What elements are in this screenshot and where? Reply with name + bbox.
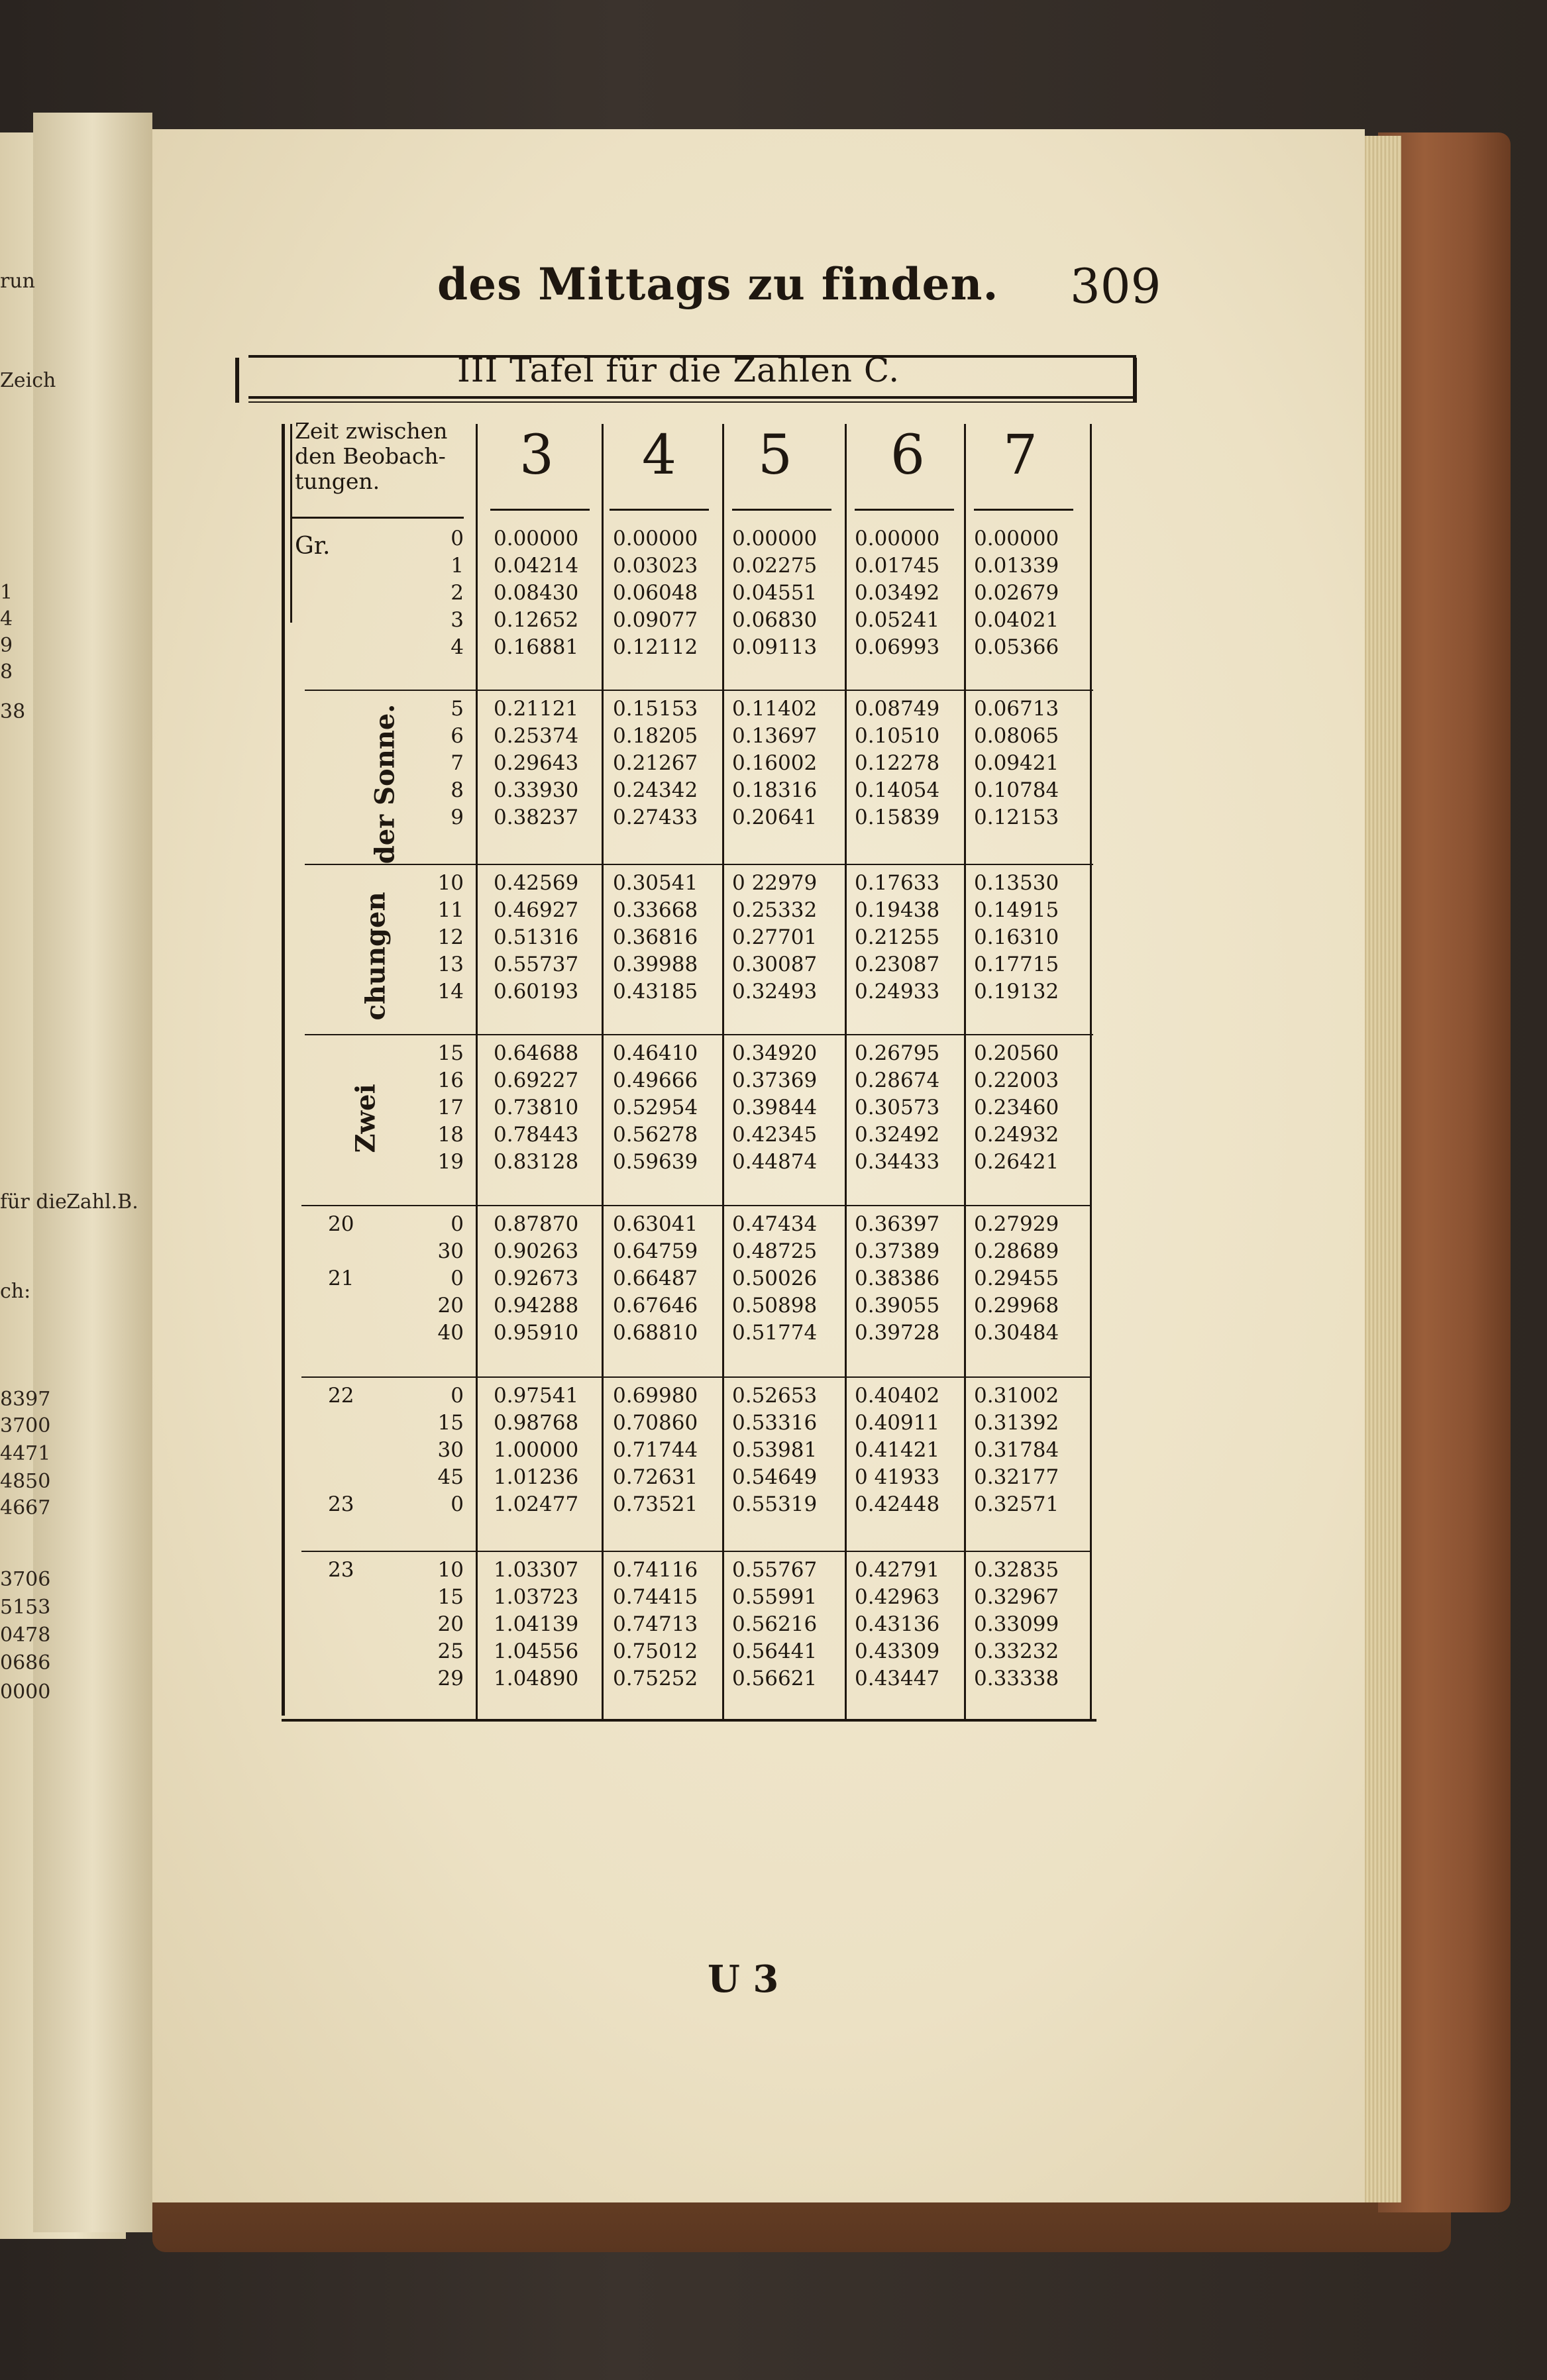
- value-cell: 0.29455: [974, 1267, 1059, 1290]
- value-cell: 0.87870: [494, 1212, 579, 1236]
- minute-cell: 0: [451, 1267, 464, 1290]
- value-cell: 0.08065: [974, 724, 1059, 748]
- value-cell: 0.37389: [855, 1239, 940, 1263]
- minute-cell: 29: [437, 1667, 464, 1690]
- value-cell: 0.32835: [974, 1558, 1059, 1582]
- minute-cell: 0: [451, 527, 464, 550]
- value-cell: 0.24932: [974, 1123, 1059, 1147]
- value-cell: 0.47434: [732, 1212, 818, 1236]
- value-cell: 1.00000: [494, 1438, 579, 1462]
- value-cell: 0.06993: [855, 635, 940, 659]
- value-cell: 0.53316: [732, 1411, 818, 1435]
- value-cell: 0.69227: [494, 1068, 579, 1092]
- value-cell: 0.23087: [855, 953, 940, 976]
- value-cell: 0.74415: [613, 1585, 698, 1609]
- left-page-fragment: 5153: [0, 1596, 51, 1619]
- value-cell: 0.73521: [613, 1492, 698, 1516]
- value-cell: 0.30484: [974, 1321, 1059, 1345]
- value-cell: 0.30087: [732, 953, 818, 976]
- header-left-line: den Beobach-: [295, 443, 446, 469]
- value-cell: 0.20560: [974, 1041, 1059, 1065]
- value-cell: 1.04139: [494, 1612, 579, 1636]
- value-cell: 0.16881: [494, 635, 579, 659]
- value-cell: 0.43136: [855, 1612, 940, 1636]
- value-cell: 0.00000: [494, 527, 579, 550]
- value-cell: 0.02679: [974, 581, 1059, 605]
- value-cell: 0.15839: [855, 805, 940, 829]
- value-cell: 0.30541: [613, 871, 698, 895]
- value-cell: 0.27701: [732, 925, 818, 949]
- column-header: 6: [890, 424, 926, 487]
- value-cell: 0.05366: [974, 635, 1059, 659]
- value-cell: 0.33338: [974, 1667, 1059, 1690]
- value-cell: 0.32492: [855, 1123, 940, 1147]
- value-cell: 0.25374: [494, 724, 579, 748]
- left-page-fragment: für die: [0, 1190, 67, 1214]
- value-cell: 0.22003: [974, 1068, 1059, 1092]
- value-cell: 0.56216: [732, 1612, 818, 1636]
- title-rule-bottom-2: [248, 401, 1136, 403]
- value-cell: 0.34433: [855, 1150, 940, 1174]
- value-cell: 0.39844: [732, 1096, 818, 1119]
- header-left-line: Zeit zwischen: [295, 418, 448, 444]
- minute-cell: 5: [451, 697, 464, 721]
- value-cell: 0.32177: [974, 1465, 1059, 1489]
- minute-cell: 40: [437, 1321, 464, 1345]
- minute-cell: 0: [451, 1212, 464, 1236]
- value-cell: 0.32967: [974, 1585, 1059, 1609]
- side-label: chungen: [360, 892, 392, 1021]
- value-cell: 0.19438: [855, 898, 940, 922]
- value-cell: 0.40911: [855, 1411, 940, 1435]
- value-cell: 0.73810: [494, 1096, 579, 1119]
- column-header: 3: [519, 424, 555, 487]
- group-separator: [301, 1376, 1090, 1378]
- left-page-fragment: 4: [0, 607, 13, 631]
- value-cell: 0.46410: [613, 1041, 698, 1065]
- value-cell: 0.64759: [613, 1239, 698, 1263]
- left-page-fragment: run: [0, 270, 35, 293]
- value-cell: 0.42791: [855, 1558, 940, 1582]
- header-left-line: tungen.: [295, 468, 380, 494]
- degree-cell: 21: [328, 1267, 354, 1290]
- minute-cell: 6: [451, 724, 464, 748]
- value-cell: 0.12278: [855, 751, 940, 775]
- minute-cell: 45: [437, 1465, 464, 1489]
- group-separator: [305, 864, 1093, 865]
- value-cell: 0.75012: [613, 1639, 698, 1663]
- minute-cell: 3: [451, 608, 464, 632]
- group-separator: [305, 1034, 1093, 1035]
- value-cell: 0.29643: [494, 751, 579, 775]
- value-cell: 1.04556: [494, 1639, 579, 1663]
- left-page-fragment: 8397: [0, 1388, 51, 1411]
- value-cell: 0.71744: [613, 1438, 698, 1462]
- col-line: [476, 424, 478, 1719]
- value-cell: 0.94288: [494, 1294, 579, 1318]
- column-dash: [974, 509, 1073, 511]
- minute-cell: 1: [451, 554, 464, 578]
- value-cell: 0.06830: [732, 608, 818, 632]
- value-cell: 0.10784: [974, 778, 1059, 802]
- value-cell: 0.63041: [613, 1212, 698, 1236]
- value-cell: 0.46927: [494, 898, 579, 922]
- value-cell: 0.21255: [855, 925, 940, 949]
- minute-cell: 15: [437, 1585, 464, 1609]
- value-cell: 0.14915: [974, 898, 1059, 922]
- value-cell: 0.41421: [855, 1438, 940, 1462]
- minute-cell: 16: [437, 1068, 464, 1092]
- value-cell: 1.03307: [494, 1558, 579, 1582]
- minute-cell: 9: [451, 805, 464, 829]
- minute-cell: 30: [437, 1438, 464, 1462]
- value-cell: 0.59639: [613, 1150, 698, 1174]
- column-dash: [610, 509, 709, 511]
- value-cell: 0.02275: [732, 554, 818, 578]
- value-cell: 0.34920: [732, 1041, 818, 1065]
- left-page-fragment: 8: [0, 660, 13, 684]
- value-cell: 0.56621: [732, 1667, 818, 1690]
- value-cell: 0.14054: [855, 778, 940, 802]
- value-cell: 0.25332: [732, 898, 818, 922]
- value-cell: 0.04021: [974, 608, 1059, 632]
- value-cell: 0.00000: [974, 527, 1059, 550]
- value-cell: 0.39988: [613, 953, 698, 976]
- minute-cell: 30: [437, 1239, 464, 1263]
- minute-cell: 20: [437, 1612, 464, 1636]
- value-cell: 0.74713: [613, 1612, 698, 1636]
- value-cell: 0.16002: [732, 751, 818, 775]
- value-cell: 0.19132: [974, 980, 1059, 1004]
- value-cell: 0.31392: [974, 1411, 1059, 1435]
- value-cell: 0.70860: [613, 1411, 698, 1435]
- value-cell: 0.04214: [494, 554, 579, 578]
- page-number: 309: [1070, 258, 1161, 314]
- value-cell: 0.09077: [613, 608, 698, 632]
- value-cell: 0.50026: [732, 1267, 818, 1290]
- value-cell: 0.12112: [613, 635, 698, 659]
- value-cell: 0.32493: [732, 980, 818, 1004]
- value-cell: 0.20641: [732, 805, 818, 829]
- column-header: 7: [1002, 424, 1038, 487]
- value-cell: 0.09113: [732, 635, 818, 659]
- degree-cell: 20: [328, 1212, 354, 1236]
- value-cell: 0.06048: [613, 581, 698, 605]
- value-cell: 0.72631: [613, 1465, 698, 1489]
- side-label: der Sonne.: [369, 703, 401, 864]
- value-cell: 0.60193: [494, 980, 579, 1004]
- group-separator: [301, 1551, 1090, 1552]
- minute-cell: 12: [437, 925, 464, 949]
- value-cell: 0.33232: [974, 1639, 1059, 1663]
- left-page-fragment: 0000: [0, 1681, 51, 1704]
- value-cell: 0.78443: [494, 1123, 579, 1147]
- minute-cell: 15: [437, 1411, 464, 1435]
- col-line: [845, 424, 847, 1719]
- value-cell: 0.74116: [613, 1558, 698, 1582]
- value-cell: 0.97541: [494, 1384, 579, 1408]
- minute-cell: 4: [451, 635, 464, 659]
- value-cell: 0.39055: [855, 1294, 940, 1318]
- minute-cell: 13: [437, 953, 464, 976]
- degree-cell: 23: [328, 1492, 354, 1516]
- minute-cell: 2: [451, 581, 464, 605]
- value-cell: 0.04551: [732, 581, 818, 605]
- value-cell: 0.00000: [732, 527, 818, 550]
- value-cell: 0.52653: [732, 1384, 818, 1408]
- value-cell: 0.43309: [855, 1639, 940, 1663]
- value-cell: 0.75252: [613, 1667, 698, 1690]
- value-cell: 0.42963: [855, 1585, 940, 1609]
- value-cell: 0.26795: [855, 1041, 940, 1065]
- value-cell: 0.68810: [613, 1321, 698, 1345]
- value-cell: 0.01339: [974, 554, 1059, 578]
- value-cell: 0.55767: [732, 1558, 818, 1582]
- units-label: Gr.: [295, 533, 331, 560]
- value-cell: 0.12652: [494, 608, 579, 632]
- title-bar-left: [235, 358, 239, 403]
- column-dash: [855, 509, 954, 511]
- minute-cell: 10: [437, 871, 464, 895]
- value-cell: 0.92673: [494, 1267, 579, 1290]
- value-cell: 0 22979: [732, 871, 818, 895]
- group-separator: [305, 690, 1093, 691]
- value-cell: 0.03023: [613, 554, 698, 578]
- value-cell: 0.27929: [974, 1212, 1059, 1236]
- value-cell: 0.43447: [855, 1667, 940, 1690]
- header-left: [295, 419, 474, 494]
- value-cell: 1.04890: [494, 1667, 579, 1690]
- value-cell: 0.32571: [974, 1492, 1059, 1516]
- title-bar-right: [1133, 358, 1137, 403]
- left-border-inner: [290, 424, 292, 623]
- value-cell: 0.49666: [613, 1068, 698, 1092]
- value-cell: 0.11402: [732, 697, 818, 721]
- value-cell: 0.90263: [494, 1239, 579, 1263]
- column-dash: [490, 509, 590, 511]
- left-page-fragment: Zeich: [0, 369, 56, 392]
- value-cell: 0.43185: [613, 980, 698, 1004]
- value-cell: 1.03723: [494, 1585, 579, 1609]
- value-cell: 0 41933: [855, 1465, 940, 1489]
- value-cell: 0.26421: [974, 1150, 1059, 1174]
- column-header: 4: [641, 424, 677, 487]
- col-line: [602, 424, 604, 1719]
- value-cell: 0.15153: [613, 697, 698, 721]
- degree-cell: 23: [328, 1558, 354, 1582]
- value-cell: 0.33930: [494, 778, 579, 802]
- left-page-fragment: Zahl.B.: [66, 1190, 138, 1214]
- value-cell: 0.09421: [974, 751, 1059, 775]
- value-cell: 0.23460: [974, 1096, 1059, 1119]
- value-cell: 0.40402: [855, 1384, 940, 1408]
- minute-cell: 11: [437, 898, 464, 922]
- value-cell: 0.42345: [732, 1123, 818, 1147]
- left-page-fragment: 4471: [0, 1442, 51, 1465]
- value-cell: 0.54649: [732, 1465, 818, 1489]
- value-cell: 0.42569: [494, 871, 579, 895]
- minute-cell: 0: [451, 1384, 464, 1408]
- col-line: [722, 424, 724, 1719]
- value-cell: 0.67646: [613, 1294, 698, 1318]
- value-cell: 0.30573: [855, 1096, 940, 1119]
- value-cell: 0.24342: [613, 778, 698, 802]
- left-page-fragment: 3700: [0, 1414, 51, 1437]
- minute-cell: 19: [437, 1150, 464, 1174]
- value-cell: 0.69980: [613, 1384, 698, 1408]
- value-cell: 0.21267: [613, 751, 698, 775]
- value-cell: 0.17715: [974, 953, 1059, 976]
- value-cell: 0.00000: [613, 527, 698, 550]
- value-cell: 0.08430: [494, 581, 579, 605]
- minute-cell: 14: [437, 980, 464, 1004]
- left-page-fragment: 0478: [0, 1624, 51, 1647]
- left-page-gutter: [33, 113, 152, 2232]
- value-cell: 0.66487: [613, 1267, 698, 1290]
- left-page-fragment: 38: [0, 700, 26, 723]
- title-rule-bottom: [248, 396, 1136, 399]
- value-cell: 0.83128: [494, 1150, 579, 1174]
- value-cell: 0.18316: [732, 778, 818, 802]
- value-cell: 0.05241: [855, 608, 940, 632]
- left-page-fragment: 9: [0, 634, 13, 657]
- value-cell: 0.10510: [855, 724, 940, 748]
- value-cell: 1.02477: [494, 1492, 579, 1516]
- header-underline: [292, 517, 464, 519]
- value-cell: 0.33099: [974, 1612, 1059, 1636]
- left-border: [282, 424, 285, 1716]
- value-cell: 0.24933: [855, 980, 940, 1004]
- value-cell: 0.64688: [494, 1041, 579, 1065]
- value-cell: 0.28674: [855, 1068, 940, 1092]
- value-cell: 0.55319: [732, 1492, 818, 1516]
- value-cell: 0.44874: [732, 1150, 818, 1174]
- minute-cell: 17: [437, 1096, 464, 1119]
- value-cell: 0.98768: [494, 1411, 579, 1435]
- value-cell: 0.38386: [855, 1267, 940, 1290]
- signature-mark: U 3: [708, 1957, 779, 2001]
- value-cell: 0.08749: [855, 697, 940, 721]
- bottom-border: [282, 1719, 1096, 1722]
- running-head: des Mittags zu finden.: [437, 258, 999, 310]
- left-page-fragment: 4850: [0, 1470, 51, 1493]
- value-cell: 0.12153: [974, 805, 1059, 829]
- side-label: Zwei: [350, 1084, 382, 1153]
- value-cell: 0.42448: [855, 1492, 940, 1516]
- col-line: [964, 424, 966, 1719]
- minute-cell: 25: [437, 1639, 464, 1663]
- value-cell: 0.53981: [732, 1438, 818, 1462]
- value-cell: 0.27433: [613, 805, 698, 829]
- column-dash: [732, 509, 831, 511]
- minute-cell: 20: [437, 1294, 464, 1318]
- degree-cell: 22: [328, 1384, 354, 1408]
- value-cell: 0.37369: [732, 1068, 818, 1092]
- value-cell: 0.06713: [974, 697, 1059, 721]
- value-cell: 0.51316: [494, 925, 579, 949]
- value-cell: 0.31002: [974, 1384, 1059, 1408]
- value-cell: 0.16310: [974, 925, 1059, 949]
- value-cell: 0.51774: [732, 1321, 818, 1345]
- left-page-fragment: 1: [0, 581, 13, 604]
- minute-cell: 15: [437, 1041, 464, 1065]
- value-cell: 0.39728: [855, 1321, 940, 1345]
- minute-cell: 7: [451, 751, 464, 775]
- value-cell: 0.29968: [974, 1294, 1059, 1318]
- left-page-fragment: 0686: [0, 1651, 51, 1675]
- col-line-right: [1090, 424, 1092, 1719]
- table-title: III Tafel für die Zahlen C.: [457, 351, 900, 389]
- value-cell: 0.95910: [494, 1321, 579, 1345]
- value-cell: 0.03492: [855, 581, 940, 605]
- value-cell: 0.50898: [732, 1294, 818, 1318]
- value-cell: 0.55737: [494, 953, 579, 976]
- minute-cell: 10: [437, 1558, 464, 1582]
- value-cell: 0.01745: [855, 554, 940, 578]
- value-cell: 0.17633: [855, 871, 940, 895]
- value-cell: 0.36397: [855, 1212, 940, 1236]
- group-separator: [301, 1205, 1090, 1206]
- value-cell: 0.13530: [974, 871, 1059, 895]
- left-page-fragment: 4667: [0, 1496, 51, 1520]
- minute-cell: 0: [451, 1492, 464, 1516]
- value-cell: 0.38237: [494, 805, 579, 829]
- value-cell: 0.48725: [732, 1239, 818, 1263]
- value-cell: 0.56441: [732, 1639, 818, 1663]
- value-cell: 0.31784: [974, 1438, 1059, 1462]
- left-page-fragment: ch:: [0, 1280, 31, 1303]
- left-page-fragment: 3706: [0, 1568, 51, 1591]
- value-cell: 0.13697: [732, 724, 818, 748]
- value-cell: 0.18205: [613, 724, 698, 748]
- value-cell: 0.21121: [494, 697, 579, 721]
- minute-cell: 18: [437, 1123, 464, 1147]
- value-cell: 0.28689: [974, 1239, 1059, 1263]
- value-cell: 0.36816: [613, 925, 698, 949]
- value-cell: 0.52954: [613, 1096, 698, 1119]
- value-cell: 1.01236: [494, 1465, 579, 1489]
- value-cell: 0.56278: [613, 1123, 698, 1147]
- value-cell: 0.55991: [732, 1585, 818, 1609]
- value-cell: 0.33668: [613, 898, 698, 922]
- column-header: 5: [757, 424, 793, 487]
- value-cell: 0.00000: [855, 527, 940, 550]
- minute-cell: 8: [451, 778, 464, 802]
